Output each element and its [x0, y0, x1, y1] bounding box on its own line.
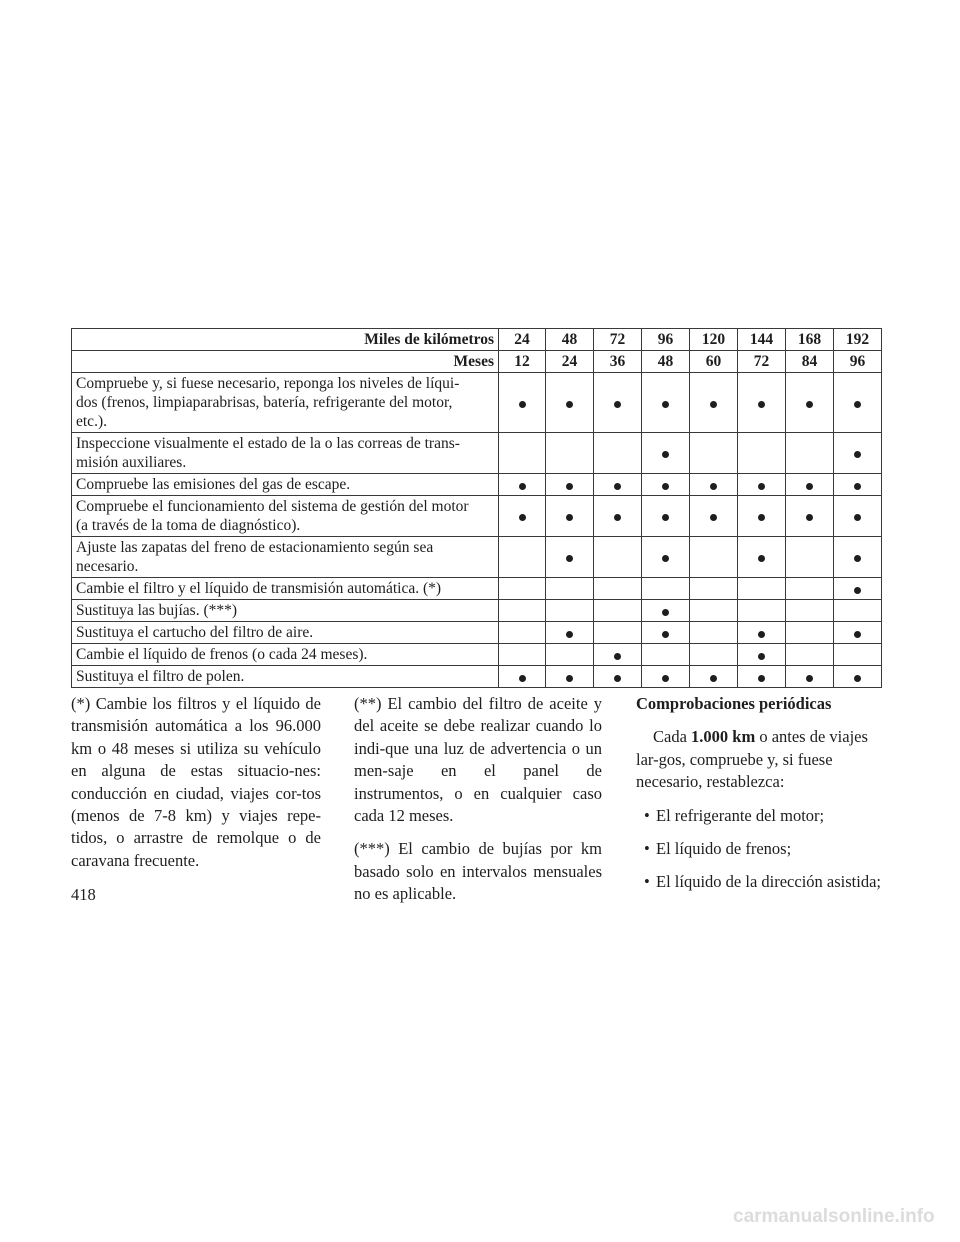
periodic-checks-intro — [636, 726, 881, 793]
list-item — [636, 838, 881, 860]
scheduled-cell — [642, 496, 690, 537]
empty-cell — [690, 622, 738, 644]
scheduled-cell — [546, 373, 594, 433]
empty-cell — [546, 433, 594, 474]
bullet-dot-icon — [614, 483, 621, 490]
months-value: 72 — [738, 351, 786, 373]
task-description: Compruebe y, si fuese necesario, reponga los niveles de líqui- dos (frenos, limpiaparabrisas, batería, refrigerante del motor, etc.). — [72, 373, 499, 433]
task-description: Ajuste las zapatas del freno de estacionamiento según sea necesario. — [72, 537, 499, 578]
km-value: 72 — [594, 329, 642, 351]
months-value: 12 — [499, 351, 546, 373]
bullet-dot-icon — [758, 653, 765, 660]
scheduled-cell — [786, 373, 834, 433]
intro-pre: Cada — [653, 727, 692, 747]
scheduled-cell — [786, 474, 834, 496]
bullet-icon: • — [644, 839, 650, 859]
scheduled-cell — [546, 622, 594, 644]
scheduled-cell — [834, 578, 882, 600]
periodic-checks-heading: Comprobaciones periódicas — [636, 694, 832, 713]
scheduled-cell — [594, 474, 642, 496]
bullet-dot-icon — [566, 401, 573, 408]
intro-post: o antes de viajes lar-gos, compruebe y, si fuese necesario, restablezca: — [636, 727, 868, 792]
page-number: 418 — [71, 885, 96, 904]
empty-cell — [690, 578, 738, 600]
table-row — [72, 537, 882, 578]
scheduled-cell — [546, 474, 594, 496]
task-description: Sustituya el cartucho del filtro de aire. — [72, 622, 499, 644]
bullet-dot-icon — [614, 514, 621, 521]
bullet-dot-icon — [806, 675, 813, 682]
bullet-dot-icon — [758, 401, 765, 408]
bullet-dot-icon — [566, 514, 573, 521]
footnote-oil-filter: (**) El cambio del filtro de aceite y del aceite se debe realizar cuando lo indi-que una luz de advertencia o un men-saje en el panel de instrumentos, o en cualquier caso cada 12 meses. — [354, 694, 602, 826]
bullet-dot-icon — [662, 555, 669, 562]
bullet-dot-icon — [566, 555, 573, 562]
empty-cell — [594, 578, 642, 600]
months-value: 60 — [690, 351, 738, 373]
scheduled-cell — [546, 496, 594, 537]
bullet-icon: • — [644, 805, 650, 825]
scheduled-cell — [594, 666, 642, 688]
scheduled-cell — [546, 537, 594, 578]
bullet-dot-icon — [806, 483, 813, 490]
maintenance-schedule-table — [71, 328, 882, 688]
empty-cell — [594, 537, 642, 578]
scheduled-cell — [786, 496, 834, 537]
km-value: 192 — [834, 329, 882, 351]
scheduled-cell — [738, 644, 786, 666]
scheduled-cell — [834, 496, 882, 537]
table-row — [72, 433, 882, 474]
scheduled-cell — [834, 537, 882, 578]
table-row — [72, 496, 882, 537]
table-row — [72, 578, 882, 600]
scheduled-cell — [642, 373, 690, 433]
table-row — [72, 600, 882, 622]
empty-cell — [642, 578, 690, 600]
list-item-text: El refrigerante del motor; — [656, 805, 825, 825]
bullet-dot-icon — [519, 401, 526, 408]
scheduled-cell — [642, 537, 690, 578]
scheduled-cell — [738, 622, 786, 644]
scheduled-cell — [834, 433, 882, 474]
km-header-label: Miles de kilómetros — [72, 329, 499, 351]
intro-interval: 1.000 km — [691, 727, 756, 747]
bullet-dot-icon — [519, 483, 526, 490]
months-header-label: Meses — [72, 351, 499, 373]
empty-cell — [786, 578, 834, 600]
bullet-dot-icon — [662, 514, 669, 521]
empty-cell — [786, 600, 834, 622]
km-value: 168 — [786, 329, 834, 351]
empty-cell — [499, 600, 546, 622]
empty-cell — [546, 578, 594, 600]
footnote-column-2 — [354, 693, 602, 917]
bullet-dot-icon — [662, 483, 669, 490]
scheduled-cell — [738, 474, 786, 496]
empty-cell — [499, 537, 546, 578]
months-value: 36 — [594, 351, 642, 373]
months-value: 24 — [546, 351, 594, 373]
scheduled-cell — [834, 474, 882, 496]
task-description: Inspeccione visualmente el estado de la o las correas de trans- misión auxiliares. — [72, 433, 499, 474]
task-description: Compruebe las emisiones del gas de escape. — [72, 474, 499, 496]
scheduled-cell — [690, 666, 738, 688]
scheduled-cell — [834, 666, 882, 688]
scheduled-cell — [499, 496, 546, 537]
empty-cell — [546, 644, 594, 666]
header-row-months — [72, 351, 882, 373]
km-value: 144 — [738, 329, 786, 351]
bullet-dot-icon — [854, 587, 861, 594]
footnote-column-1 — [71, 693, 321, 883]
empty-cell — [642, 644, 690, 666]
scheduled-cell — [834, 373, 882, 433]
bullet-dot-icon — [854, 451, 861, 458]
months-value: 48 — [642, 351, 690, 373]
bullet-dot-icon — [758, 631, 765, 638]
empty-cell — [786, 622, 834, 644]
empty-cell — [546, 600, 594, 622]
bullet-dot-icon — [710, 401, 717, 408]
bullet-dot-icon — [758, 483, 765, 490]
empty-cell — [594, 622, 642, 644]
list-item — [636, 871, 881, 893]
km-value: 48 — [546, 329, 594, 351]
scheduled-cell — [738, 373, 786, 433]
bullet-dot-icon — [662, 675, 669, 682]
bullet-dot-icon — [662, 401, 669, 408]
empty-cell — [690, 433, 738, 474]
km-value: 96 — [642, 329, 690, 351]
scheduled-cell — [642, 474, 690, 496]
bullet-dot-icon — [566, 483, 573, 490]
months-value: 84 — [786, 351, 834, 373]
scheduled-cell — [690, 373, 738, 433]
empty-cell — [594, 433, 642, 474]
bullet-dot-icon — [806, 401, 813, 408]
bullet-dot-icon — [854, 631, 861, 638]
empty-cell — [499, 622, 546, 644]
empty-cell — [499, 578, 546, 600]
table-row — [72, 644, 882, 666]
bullet-dot-icon — [519, 514, 526, 521]
table-row — [72, 666, 882, 688]
bullet-dot-icon — [854, 675, 861, 682]
empty-cell — [786, 644, 834, 666]
footnote-transmission: (*) Cambie los filtros y el líquido de transmisión automática a los 96.000 km o 48 meses si utiliza su vehículo en alguna de estas situacio-nes: conducción en ciudad, viajes cor-tos (menos de 7-8 km) y viajes repe-tidos, o arrastre de remolque o de caravana frecuente. — [71, 694, 321, 870]
bullet-icon: • — [644, 872, 650, 892]
bullet-dot-icon — [854, 483, 861, 490]
scheduled-cell — [690, 496, 738, 537]
scheduled-cell — [834, 622, 882, 644]
bullet-dot-icon — [662, 451, 669, 458]
empty-cell — [786, 433, 834, 474]
scheduled-cell — [499, 474, 546, 496]
table-row — [72, 373, 882, 433]
task-description: Compruebe el funcionamiento del sistema de gestión del motor (a través de la toma de diagnóstico). — [72, 496, 499, 537]
watermark-text: carmanualsonline.info — [733, 1206, 935, 1227]
bullet-dot-icon — [758, 675, 765, 682]
task-description: Sustituya las bujías. (***) — [72, 600, 499, 622]
scheduled-cell — [738, 666, 786, 688]
scheduled-cell — [690, 474, 738, 496]
list-item-text: El líquido de la dirección asistida; — [656, 872, 881, 892]
task-description: Sustituya el filtro de polen. — [72, 666, 499, 688]
bullet-dot-icon — [854, 555, 861, 562]
bullet-dot-icon — [806, 514, 813, 521]
bullet-dot-icon — [662, 609, 669, 616]
bullet-dot-icon — [614, 401, 621, 408]
bullet-dot-icon — [854, 401, 861, 408]
empty-cell — [690, 537, 738, 578]
list-item-text: El líquido de frenos; — [656, 839, 792, 859]
bullet-dot-icon — [519, 675, 526, 682]
scheduled-cell — [642, 666, 690, 688]
months-value: 96 — [834, 351, 882, 373]
scheduled-cell — [546, 666, 594, 688]
bullet-dot-icon — [758, 555, 765, 562]
bullet-dot-icon — [854, 514, 861, 521]
empty-cell — [738, 578, 786, 600]
bullet-dot-icon — [614, 675, 621, 682]
bullet-dot-icon — [566, 675, 573, 682]
empty-cell — [594, 600, 642, 622]
empty-cell — [738, 433, 786, 474]
bullet-dot-icon — [710, 483, 717, 490]
km-value: 120 — [690, 329, 738, 351]
empty-cell — [834, 600, 882, 622]
bullet-dot-icon — [758, 514, 765, 521]
periodic-checks-column — [636, 693, 881, 905]
empty-cell — [738, 600, 786, 622]
table-row — [72, 622, 882, 644]
scheduled-cell — [786, 666, 834, 688]
scheduled-cell — [499, 666, 546, 688]
bullet-dot-icon — [710, 675, 717, 682]
task-description: Cambie el filtro y el líquido de transmisión automática. (*) — [72, 578, 499, 600]
empty-cell — [834, 644, 882, 666]
scheduled-cell — [594, 644, 642, 666]
bullet-dot-icon — [566, 631, 573, 638]
empty-cell — [690, 600, 738, 622]
table-row — [72, 474, 882, 496]
km-value: 24 — [499, 329, 546, 351]
footnote-spark-plugs: (***) El cambio de bujías por km basado solo en intervalos mensuales no es aplicable. — [354, 839, 602, 904]
bullet-dot-icon — [710, 514, 717, 521]
empty-cell — [786, 537, 834, 578]
empty-cell — [690, 644, 738, 666]
scheduled-cell — [642, 622, 690, 644]
scheduled-cell — [499, 373, 546, 433]
scheduled-cell — [594, 496, 642, 537]
empty-cell — [499, 433, 546, 474]
list-item — [636, 805, 881, 827]
header-row-km — [72, 329, 882, 351]
scheduled-cell — [738, 496, 786, 537]
scheduled-cell — [738, 537, 786, 578]
scheduled-cell — [642, 433, 690, 474]
scheduled-cell — [594, 373, 642, 433]
bullet-dot-icon — [614, 653, 621, 660]
empty-cell — [499, 644, 546, 666]
bullet-dot-icon — [662, 631, 669, 638]
task-description: Cambie el líquido de frenos (o cada 24 meses). — [72, 644, 499, 666]
scheduled-cell — [642, 600, 690, 622]
